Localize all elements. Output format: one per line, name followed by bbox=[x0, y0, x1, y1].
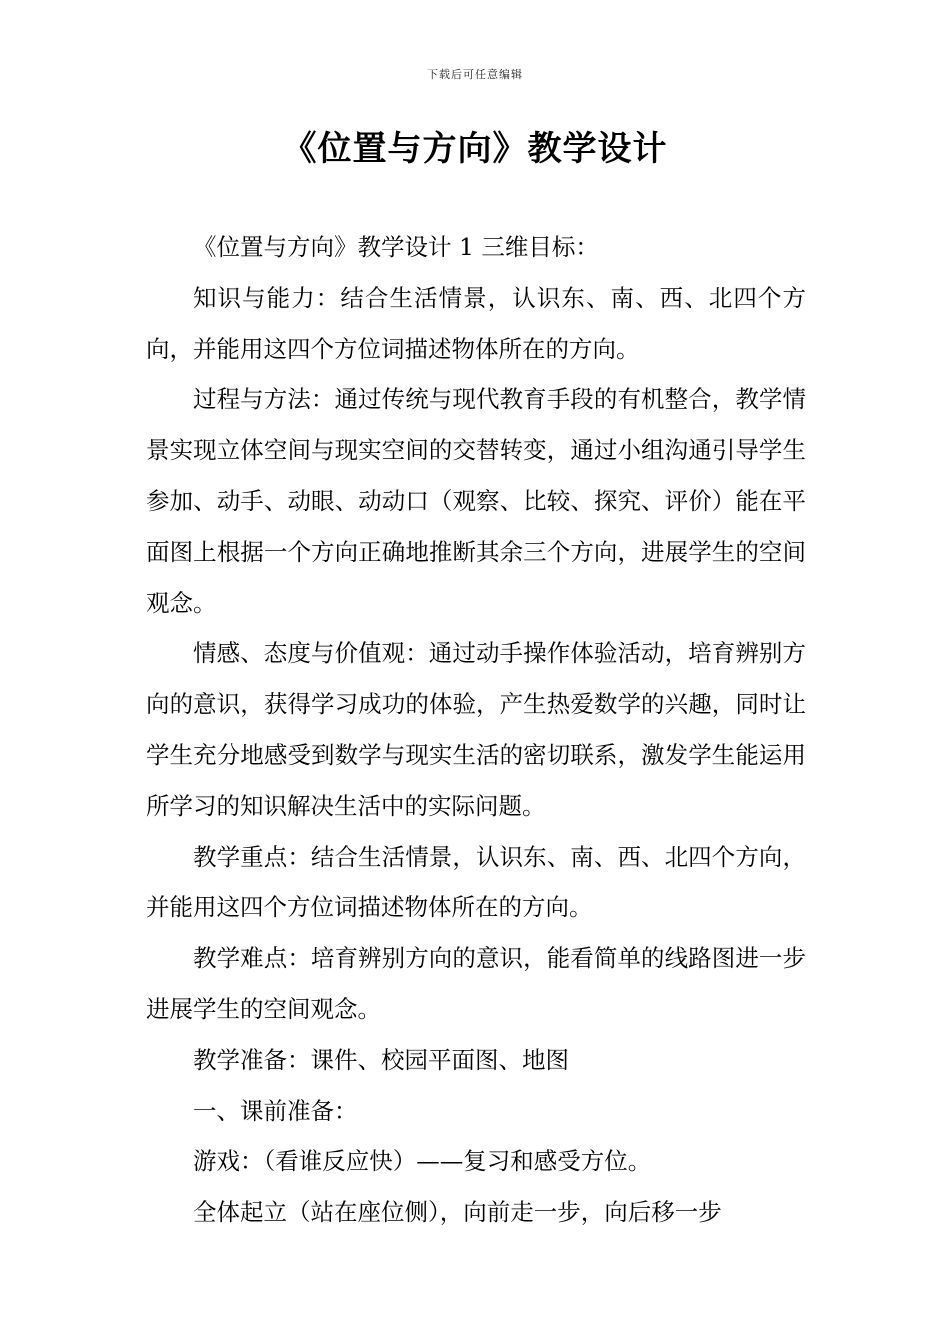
paragraph-key-points: 教学重点：结合生活情景，认识东、南、西、北四个方向，并能用这四个方位词描述物体所在的方向。 bbox=[146, 842, 806, 922]
header-note: 下载后可任意编辑 bbox=[427, 68, 523, 81]
paragraph-knowledge-ability: 知识与能力：结合生活情景，认识东、南、西、北四个方向，并能用这四个方位词描述物体所在的方向。 bbox=[146, 283, 806, 363]
paragraph-difficulties: 教学难点：培育辨别方向的意识，能看简单的线路图进一步进展学生的空间观念。 bbox=[146, 944, 806, 1023]
document-body bbox=[146, 222, 806, 1238]
paragraph-section-one: 一、课前准备： bbox=[193, 1096, 358, 1125]
paragraph-game: 游戏：（看谁反应快）——复习和感受方位。 bbox=[193, 1147, 652, 1176]
paragraph-heading: 《位置与方向》教学设计 1 三维目标： bbox=[193, 233, 599, 261]
document-title: 《位置与方向》教学设计 bbox=[282, 129, 668, 169]
paragraph-stand-up: 全体起立（站在座位侧），向前走一步，向后移一步 bbox=[193, 1198, 722, 1227]
paragraph-process-method: 过程与方法：通过传统与现代教育手段的有机整合，教学情景实现立体空间与现实空间的交替转变，通过小组沟通引导学生参加、动手、动眼、动动口（观察、比较、探究、评价）能在平面图上根据一个方向正确地推断其余三个方向，进展学生的空间观念。 bbox=[146, 385, 806, 617]
paragraph-emotion-attitude: 情感、态度与价值观：通过动手操作体验活动，培育辨别方向的意识，获得学习成功的体验，产生热爱数学的兴趣，同时让学生充分地感受到数学与现实生活的密切联系，激发学生能运用所学习的知识解决生活中的实际问题。 bbox=[146, 639, 806, 820]
paragraph-preparation: 教学准备：课件、校园平面图、地图 bbox=[193, 1045, 569, 1074]
